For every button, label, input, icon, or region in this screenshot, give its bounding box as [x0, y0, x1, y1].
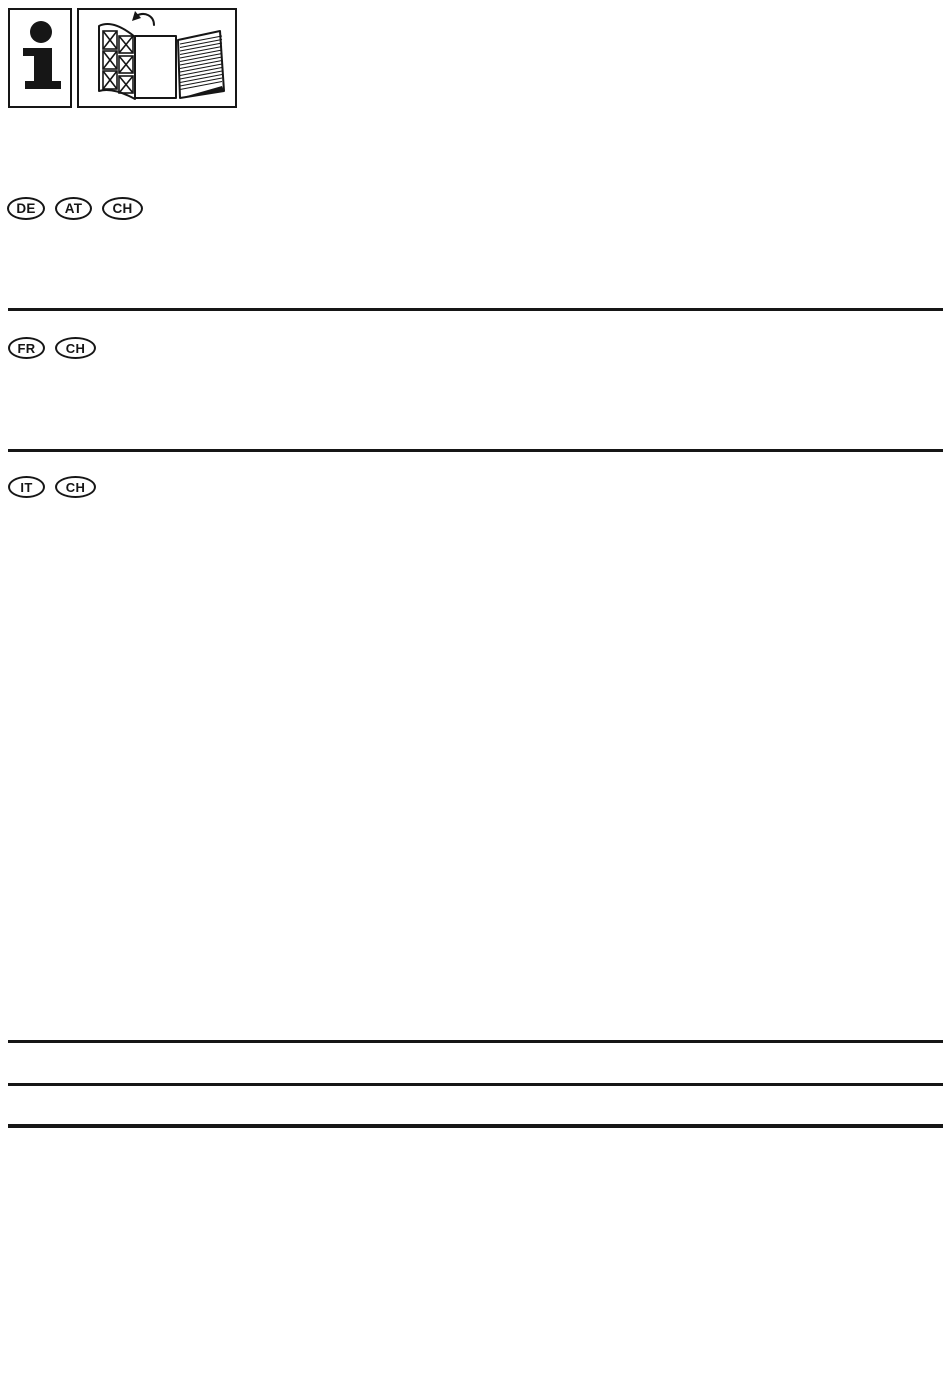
unfold-arrow-head — [132, 11, 141, 21]
separator-line-3 — [8, 1040, 943, 1043]
language-row-fr-ch — [8, 337, 96, 359]
language-row-it-ch — [8, 476, 96, 498]
info-icon — [10, 10, 70, 106]
booklet-box — [77, 8, 237, 108]
separator-line-5 — [8, 1124, 943, 1128]
language-row-de-at-ch — [7, 197, 143, 220]
country-badge-ch: CH — [102, 197, 143, 220]
country-badge-ch: CH — [55, 337, 96, 359]
separator-line-2 — [8, 449, 943, 452]
country-badge-ch: CH — [55, 476, 96, 498]
fold-out-booklet-icon — [79, 10, 235, 106]
country-badge-fr: FR — [8, 337, 45, 359]
country-badge-de: DE — [7, 197, 45, 220]
separator-line-4 — [8, 1083, 943, 1086]
info-box — [8, 8, 72, 108]
country-badge-at: AT — [55, 197, 92, 220]
separator-line-1 — [8, 308, 943, 311]
country-badge-it: IT — [8, 476, 45, 498]
